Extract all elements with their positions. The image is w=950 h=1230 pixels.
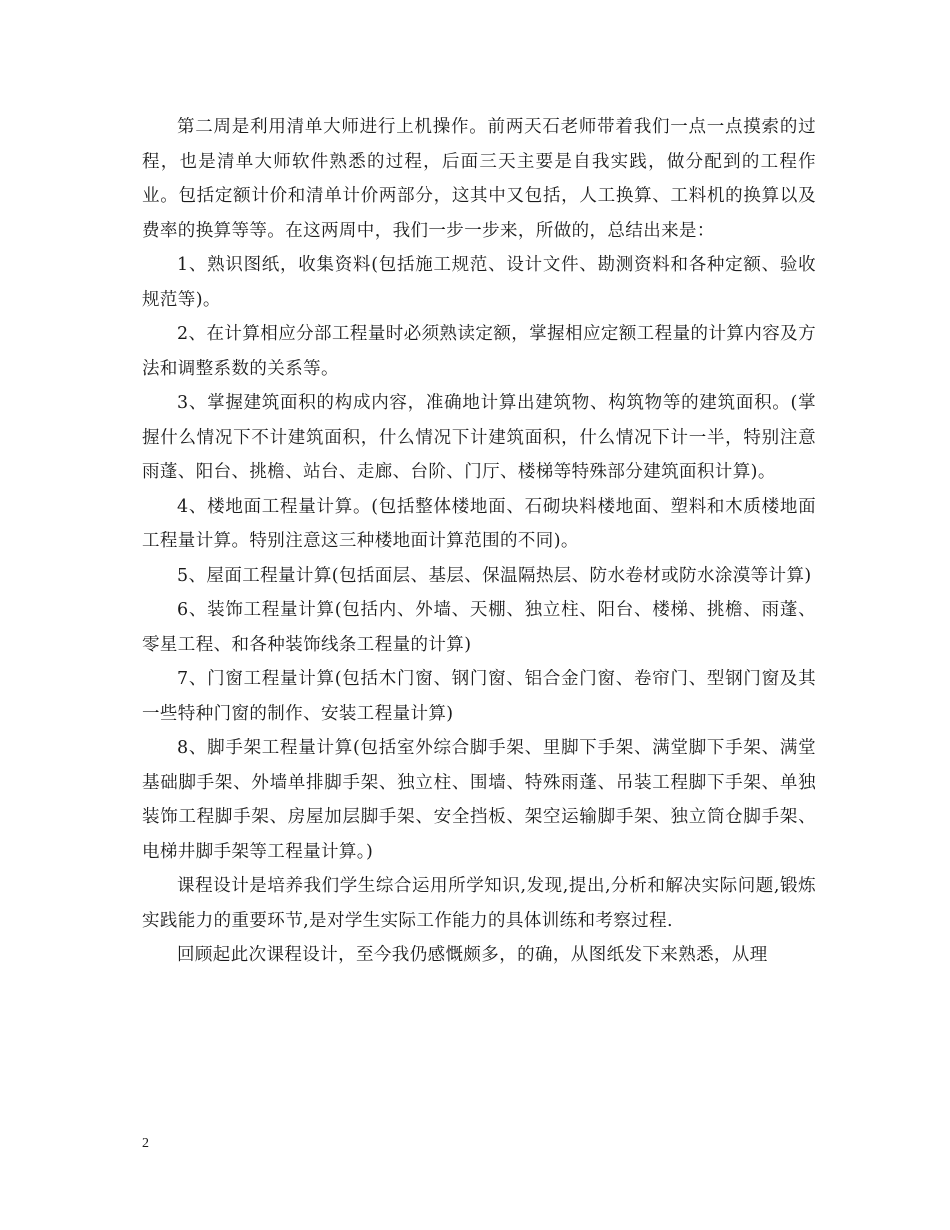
document-body (142, 110, 816, 973)
paragraph-item-7: 7、门窗工程量计算(包括木门窗、钢门窗、铝合金门窗、卷帘门、型钢门窗及其一些特种门窗的制作、安装工程量计算) (142, 669, 816, 724)
paragraph-item-8: 8、脚手架工程量计算(包括室外综合脚手架、里脚下手架、满堂脚下手架、满堂基础脚手架、外墙单排脚手架、独立柱、围墙、特殊雨蓬、吊装工程脚下手架、单独装饰工程脚手架、房屋加层脚手架、安全挡板、架空运输脚手架、独立筒仓脚手架、电梯井脚手架等工程量计算。) (142, 738, 816, 862)
paragraph-item-4: 4、楼地面工程量计算。(包括整体楼地面、石砌块料楼地面、塑料和木质楼地面工程量计算。特别注意这三种楼地面计算范围的不同)。 (142, 496, 816, 551)
paragraph-item-6: 6、装饰工程量计算(包括内、外墙、天棚、独立柱、阳台、楼梯、挑檐、雨蓬、零星工程、和各种装饰线条工程量的计算) (142, 600, 816, 655)
paragraph-item-5: 5、屋面工程量计算(包括面层、基层、保温隔热层、防水卷材或防水涂漠等计算) (177, 565, 812, 586)
paragraph-review: 回顾起此次课程设计，至今我仍感慨颇多，的确，从图纸发下来熟悉，从理 (177, 945, 768, 965)
paragraph-item-1: 1、熟识图纸，收集资料(包括施工规范、设计文件、勘测资料和各种定额、验收规范等)。 (142, 255, 816, 310)
paragraph-item-2: 2、在计算相应分部工程量时必须熟读定额，掌握相应定额工程量的计算内容及方法和调整系数的关系等。 (142, 324, 816, 379)
paragraph-course-design: 课程设计是培养我们学生综合运用所学知识,发现,提出,分析和解决实际问题,锻炼实践能力的重要环节,是对学生实际工作能力的具体训练和考察过程. (142, 876, 816, 931)
paragraph-item-3: 3、掌握建筑面积的构成内容，准确地计算出建筑物、构筑物等的建筑面积。(掌握什么情况下不计建筑面积，什么情况下计建筑面积，什么情况下计一半，特别注意雨蓬、阳台、挑檐、站台、走廊、台阶、门厅、楼梯等特殊部分建筑面积计算)。 (142, 393, 816, 482)
paragraph-intro: 第二周是利用清单大师进行上机操作。前两天石老师带着我们一点一点摸索的过程，也是清单大师软件熟悉的过程，后面三天主要是自我实践，做分配到的工程作业。包括定额计价和清单计价两部分，这其中又包括，人工换算、工料机的换算以及费率的换算等等。在这两周中，我们一步一步来，所做的，总结出来是： (142, 117, 816, 241)
page-number: 2 (142, 1136, 149, 1151)
